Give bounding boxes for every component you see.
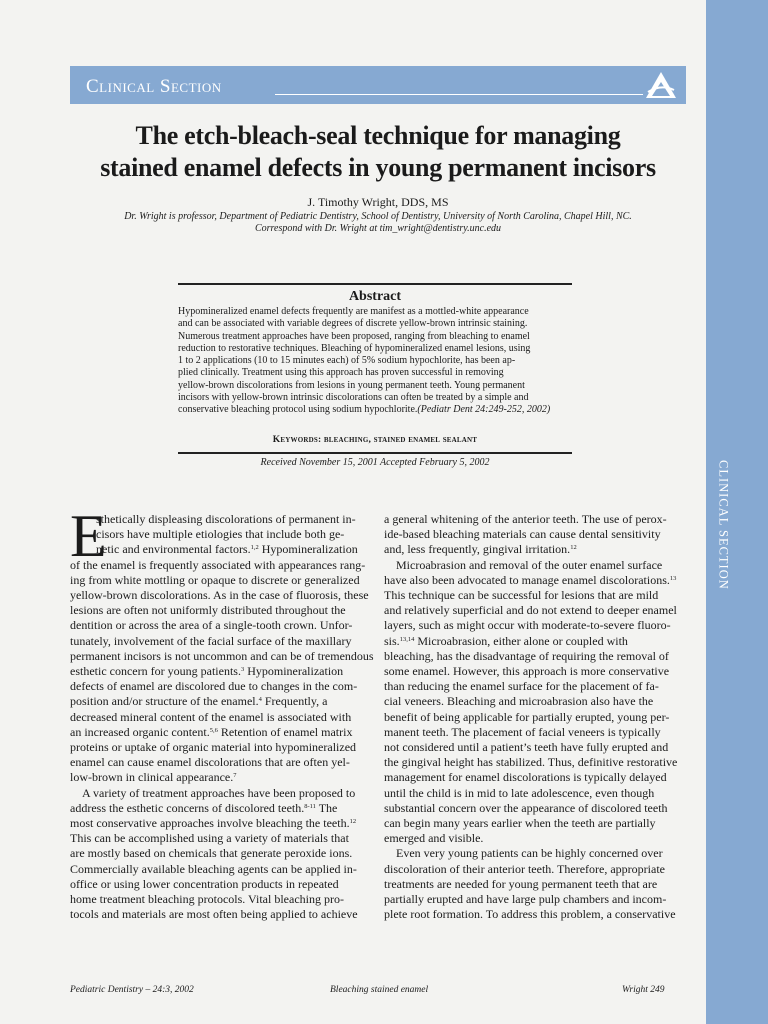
body-text-line: plete root formation. To address this problem, a conservative: [384, 907, 676, 922]
body-text-line: dentition or across the area of a single-tooth crown. Unfor-: [70, 618, 353, 633]
body-text-line: benefit of being applicable for partially erupted, young per-: [384, 709, 670, 724]
body-text-line: management for enamel discolorations is typically delayed: [384, 770, 667, 785]
citation-superscript: 1,2: [250, 544, 259, 552]
article-title: [70, 120, 686, 184]
body-text-line: enamel can cause enamel discolorations that are often yel-: [70, 755, 350, 770]
citation-superscript: 13,14: [399, 635, 415, 643]
affiliation-line: Dr. Wright is professor, Department of Pediatric Dentistry, School of Dentistry, University of North Carolina, Chapel Hill, NC.: [124, 211, 632, 222]
body-text-line: lesions are often not uniformly distributed throughout the: [70, 603, 346, 618]
abstract-line: 1 to 2 applications (10 to 15 minutes each) of 5% sodium hypochlorite, has been ap-: [178, 355, 516, 366]
body-text-line: decreased mineral content of the enamel is associated with: [70, 709, 352, 724]
sidebar-section-label: CLINICAL SECTION: [716, 460, 731, 590]
body-text-line: the gingival height has stabilized. Thus, definitive restorative: [384, 755, 678, 770]
citation-superscript: 4: [258, 696, 262, 704]
abstract-line: plied clinically. Treatment using this approach has proven successful in removing: [178, 367, 504, 379]
body-text-line: sthetically displeasing discolorations of permanent in-: [96, 512, 356, 526]
body-text-line: position and/or structure of the enamel.$^4$ Frequently, a: [70, 694, 328, 709]
body-text-line: and, less frequently, gingival irritation.$^{12}$: [384, 542, 577, 557]
body-text-line: Commercially available bleaching agents can be applied in-: [70, 861, 357, 876]
body-text-line: cisors have multiple etiologies that include both ge-: [96, 527, 345, 542]
citation-superscript: 13: [669, 574, 677, 582]
footer-author-page: Wright 249: [622, 985, 665, 995]
citation-superscript: 8-11: [304, 802, 316, 810]
title-line: stained enamel defects in young permanent incisors: [100, 153, 656, 182]
body-text-line: until the child is in mid to late adolescence, even though: [384, 785, 655, 800]
journal-logo-icon: [644, 70, 678, 100]
body-text-line: This can be accomplished using a variety of materials that: [70, 831, 349, 846]
body-text-line: discoloration of their anterior teeth. Therefore, appropriate: [384, 861, 665, 876]
abstract-line: yellow-brown discolorations from lesions in young permanent teeth. Young permanent: [178, 379, 525, 391]
body-text-line: manent teeth. The placement of facial veneers is typically: [384, 724, 661, 739]
title-line: The etch-bleach-seal technique for managing: [135, 121, 621, 150]
abstract-line: incisors with yellow-brown intrinsic discolorations can often be treated by a simple and: [178, 391, 529, 403]
body-text-line: can begin many years earlier when the teeth are partially: [384, 816, 656, 831]
abstract-line: and can be associated with variable degrees of discrete yellow-brown intrinsic staining.: [178, 318, 528, 330]
body-text-line: sis.$^{13,14}$ Microabrasion, either alone or coupled with: [384, 633, 628, 648]
body-text-line: netic and environmental factors.$^{1,2}$ Hypomineralization: [96, 542, 358, 557]
body-text-line: treatments are needed for young permanent teeth that are: [384, 876, 658, 891]
citation-superscript: 7: [233, 772, 237, 780]
body-text-line: esthetic concern for young patients.$^3$ Hypomineralization: [70, 664, 344, 679]
abstract-body: [178, 306, 582, 416]
body-text-line: have also been advocated to manage enamel discolorations.$^{13}$: [384, 572, 677, 587]
body-column-right: [384, 512, 686, 922]
citation-superscript: 12: [570, 544, 577, 552]
body-text-line: low-brown in clinical appearance.$^7$: [70, 770, 237, 785]
author-affiliation: [70, 211, 686, 235]
body-text-line: ing from white mottling or opaque to discrete or generalized: [70, 572, 360, 587]
body-text-line: proteins or uptake of organic material into hypomineralized: [70, 740, 357, 755]
footer-running-title: Bleaching stained enamel: [330, 985, 429, 995]
body-text-line: ide-based bleaching materials can cause dental sensitivity: [384, 527, 661, 542]
abstract-citation: (Pediatr Dent 24:249-252, 2002): [417, 404, 551, 415]
body-text-line: some enamel. However, this approach is more conservative: [384, 664, 670, 679]
body-text-line: tunately, involvement of the facial surface of the maxillary: [70, 633, 352, 648]
body-text-line: partially erupted and have large pulp chambers and incom-: [384, 892, 667, 907]
body-text-line: yellow-brown discolorations. As in the case of fluorosis, these: [70, 588, 369, 603]
body-column-left: [70, 512, 372, 922]
body-text-line: defects of enamel are discolored due to changes in the com-: [70, 679, 358, 694]
received-accepted-dates: Received November 15, 2001 Accepted February 5, 2002: [260, 457, 490, 468]
abstract-line: [178, 404, 582, 416]
body-text-line: bleaching, has the disadvantage of requiring the removal of: [384, 648, 669, 663]
abstract-heading: Abstract: [348, 289, 402, 304]
body-text-line: address the esthetic concerns of discolored teeth.$^{8-11}$ The: [70, 800, 338, 815]
body-text-line: most conservative approaches involve bleaching the teeth.$^{12}$: [70, 816, 357, 831]
body-text-line: substantial concern over the appearance of discolored teeth: [384, 800, 668, 815]
body-text-line: an increased organic content.$^{5,6}$ Retention of enamel matrix: [70, 724, 353, 739]
drop-cap: E: [70, 503, 107, 569]
abstract-top-rule: [178, 283, 572, 285]
body-text-line: tocols and materials are most often being applied to achieve: [70, 907, 358, 922]
section-title: Clinical Section: [86, 76, 222, 97]
body-text-line: than reducing the enamel surface for the placement of fa-: [384, 679, 659, 694]
abstract-last-line: conservative bleaching protocol using sodium hypochlorite.: [178, 404, 418, 415]
footer-journal: Pediatric Dentistry – 24:3, 2002: [70, 985, 194, 995]
abstract-line: Numerous treatment approaches have been proposed, ranging from bleaching to enamel: [178, 330, 530, 342]
body-text-line: permanent incisors is not uncommon and can be of tremendous: [70, 648, 374, 663]
abstract-line: reduction to restorative techniques. Bleaching of hypomineralized enamel lesions, using: [178, 342, 531, 354]
author-name: J. Timothy Wright, DDS, MS: [307, 195, 449, 209]
body-text-line: layers, such as might occur with moderate-to-severe fluoro-: [384, 618, 671, 633]
body-text-line: This technique can be successful for lesions that are mild: [384, 588, 659, 603]
correspondence-line: Correspond with Dr. Wright at tim_wright@dentistry.unc.edu: [254, 223, 502, 234]
body-text-line: emerged and visible.: [384, 831, 484, 846]
keywords: Keywords: bleaching, stained enamel sealant: [272, 435, 478, 445]
body-text-line: are mostly based on chemicals that generate peroxide ions.: [70, 846, 353, 861]
body-text-line: not considered until a patient’s teeth have fully erupted and: [384, 740, 669, 755]
body-text-line: and relatively superficial and do not extend to deeper enamel: [384, 603, 677, 618]
citation-superscript: 5,6: [209, 726, 218, 734]
body-text-line: cial veneers. Bleaching and microabrasion also have the: [384, 694, 654, 709]
body-text-line: a general whitening of the anterior teeth. The use of perox-: [384, 512, 667, 526]
body-text-line: Microabrasion and removal of the outer enamel surface: [396, 557, 663, 572]
citation-superscript: 12: [349, 818, 357, 826]
citation-superscript: 3: [240, 666, 245, 674]
abstract-bottom-rule: [178, 452, 572, 454]
header-rule: [275, 94, 643, 95]
body-text-line: of the enamel is frequently associated with appearances rang-: [70, 557, 366, 572]
body-text-line: home treatment bleaching protocols. Vital bleaching pro-: [70, 892, 344, 907]
body-text-line: A variety of treatment approaches have been proposed to: [82, 785, 356, 800]
body-text-line: office or using lower concentration products in repeated: [70, 876, 339, 891]
body-text-line: Even very young patients can be highly concerned over: [396, 846, 663, 861]
abstract-line: Hypomineralized enamel defects frequently are manifest as a mottled-white appearance: [178, 306, 529, 317]
section-header: [70, 66, 686, 104]
